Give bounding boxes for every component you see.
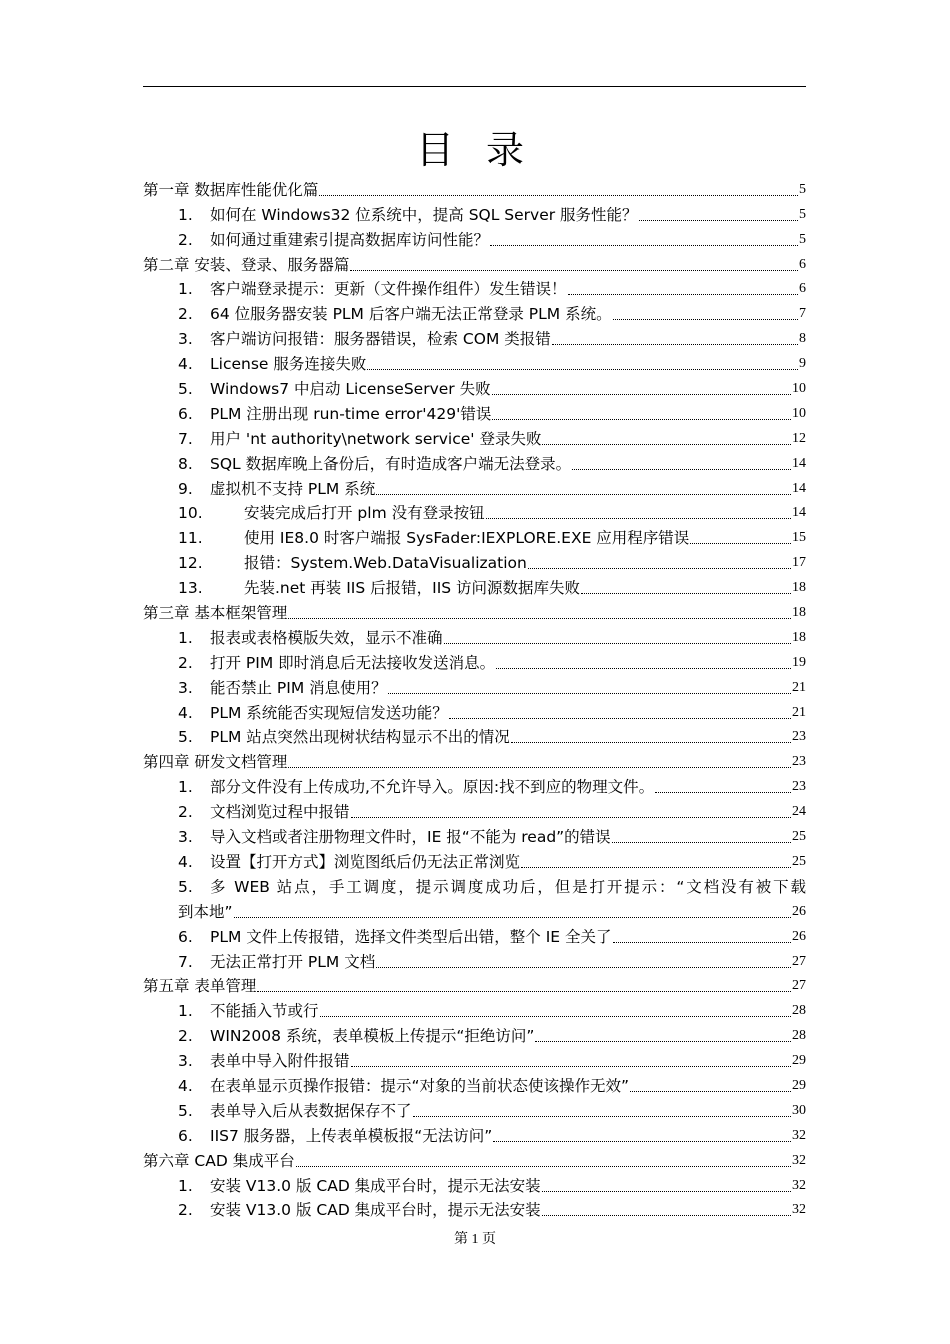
toc-page-number: 29 [792, 1053, 806, 1069]
toc-dot-leader [568, 294, 798, 295]
toc-page-number: 5 [799, 181, 806, 197]
toc-dot-leader [296, 1166, 791, 1167]
toc-dot-leader [351, 817, 791, 818]
toc-entry-number: 4. [178, 852, 193, 871]
header-rule [143, 86, 806, 87]
toc-dot-leader [690, 543, 791, 544]
toc-section-entry[interactable] [143, 373, 806, 398]
toc-dot-leader [581, 593, 791, 594]
toc-entry-title: 使用 IE8.0 时客户端报 SysFader:IEXPLORE.EXE 应用程序错误 [244, 529, 690, 548]
toc-section-entry[interactable] [143, 398, 806, 423]
toc-dot-leader [388, 693, 791, 694]
toc-dot-leader [655, 792, 791, 793]
toc-page-number: 27 [792, 978, 806, 994]
toc-dot-leader [542, 1215, 791, 1216]
toc-entry-title: 到本地” [178, 902, 233, 921]
toc-entry-number: 1. [178, 205, 193, 224]
toc-entry-number: 3. [178, 828, 193, 847]
toc-page-number: 30 [792, 1102, 806, 1118]
toc-section-entry[interactable] [143, 995, 806, 1020]
toc-section-entry[interactable] [143, 348, 806, 373]
toc-page-number: 26 [792, 903, 806, 919]
toc-dot-leader [486, 518, 791, 519]
toc-entry-number: 5. [178, 1101, 193, 1120]
toc-page-number: 7 [799, 306, 806, 322]
toc-entry-title: PLM 注册出现 run-time error'429'错误 [210, 404, 492, 423]
toc-entry-title: 第二章 安装、登录、服务器篇 [143, 255, 350, 274]
toc-entry-number: 7. [178, 429, 193, 448]
toc-page-number: 24 [792, 804, 806, 820]
toc-entry-title: 如何在 Windows32 位系统中，提高 SQL Server 服务性能？ [210, 205, 638, 224]
toc-section-entry[interactable] [143, 1020, 806, 1045]
toc-page-number: 17 [792, 555, 806, 571]
toc-section-entry[interactable] [143, 473, 806, 498]
toc-page-number: 10 [792, 405, 806, 421]
toc-page-number: 14 [792, 505, 806, 521]
toc-dot-leader [351, 1066, 791, 1067]
toc-dot-leader [350, 270, 798, 271]
toc-section-entry[interactable] [143, 796, 806, 821]
toc-section-entry[interactable] [143, 771, 806, 796]
toc-section-entry[interactable] [143, 871, 806, 896]
toc-page-number: 19 [792, 654, 806, 670]
toc-page-number: 14 [792, 480, 806, 496]
toc-section-entry[interactable] [143, 1070, 806, 1095]
toc-entry-number: 10. [178, 504, 203, 523]
toc-entry-title: 在表单显示页操作报错：提示“对象的当前状态使该操作无效” [210, 1076, 630, 1095]
toc-chapter-entry[interactable] [143, 971, 806, 996]
toc-section-entry[interactable] [143, 323, 806, 348]
toc-page-number: 32 [792, 1177, 806, 1193]
toc-section-entry[interactable] [143, 921, 806, 946]
toc-section-entry[interactable] [143, 224, 806, 249]
toc-dot-leader [320, 1016, 791, 1017]
toc-chapter-entry[interactable] [143, 1145, 806, 1170]
toc-page-number: 23 [792, 779, 806, 795]
toc-dot-leader [492, 394, 791, 395]
toc-entry-number: 6. [178, 1126, 193, 1145]
toc-page-number: 25 [792, 853, 806, 869]
toc-entry-number: 1. [178, 1176, 193, 1195]
toc-entry-title: 如何通过重建索引提高数据库访问性能？ [210, 230, 490, 249]
toc-dot-leader [234, 917, 791, 918]
toc-page-number: 6 [799, 256, 806, 272]
toc-page-number: 25 [792, 829, 806, 845]
toc-dot-leader [613, 942, 791, 943]
toc-page-number: 18 [792, 580, 806, 596]
toc-entry-number: 12. [178, 554, 203, 573]
toc-page-number: 18 [792, 629, 806, 645]
toc-dot-leader [376, 967, 791, 968]
toc-dot-leader [257, 991, 791, 992]
toc-dot-leader [521, 867, 791, 868]
toc-dot-leader [630, 1091, 791, 1092]
toc-entry-number: 1. [178, 1002, 193, 1021]
toc-entry-title: PLM 站点突然出现树状结构显示不出的情况 [210, 728, 510, 747]
toc-dot-leader [444, 643, 791, 644]
toc-entry-title: PLM 文件上传报错，选择文件类型后出错，整个 IE 全关了 [210, 927, 612, 946]
toc-section-entry-continued[interactable] [143, 896, 806, 921]
toc-entry-number: 4. [178, 1076, 193, 1095]
toc-dot-leader [613, 319, 798, 320]
toc-page-number: 28 [792, 1003, 806, 1019]
toc-entry-title: 第三章 基本框架管理 [143, 604, 288, 623]
toc-entry-title: 安装 V13.0 版 CAD 集成平台时，提示无法安装 [210, 1176, 541, 1195]
toc-page-number: 21 [792, 704, 806, 720]
toc-page-number: 8 [799, 331, 806, 347]
toc-page-number: 12 [792, 430, 806, 446]
toc-page-number: 21 [792, 679, 806, 695]
toc-page-number: 32 [792, 1152, 806, 1168]
toc-entry-number: 3. [178, 330, 193, 349]
toc-entry-number: 7. [178, 952, 193, 971]
toc-page-number: 14 [792, 455, 806, 471]
toc-section-entry[interactable] [143, 1045, 806, 1070]
toc-entry-title: 虚拟机不支持 PLM 系统 [210, 479, 376, 498]
toc-entry-number: 5. [178, 380, 193, 399]
toc-entry-title: WIN2008 系统，表单模板上传提示“拒绝访问” [210, 1027, 535, 1046]
toc-dot-leader [528, 568, 791, 569]
page-footer: 第 1 页 [454, 1232, 496, 1247]
toc-section-entry[interactable] [143, 622, 806, 647]
toc-page-number: 32 [792, 1127, 806, 1143]
toc-dot-leader [572, 469, 791, 470]
toc-dot-leader [511, 742, 791, 743]
toc-dot-leader [449, 718, 791, 719]
toc-dot-leader [413, 1116, 791, 1117]
toc-entry-title: License 服务连接失败 [210, 355, 367, 374]
toc-entry-number: 6. [178, 404, 193, 423]
toc-dot-leader [492, 419, 791, 420]
toc-chapter-entry[interactable] [143, 597, 806, 622]
toc-entry-title: IIS7 服务器，上传表单模板报“无法访问” [210, 1126, 493, 1145]
toc-entry-title: 无法正常打开 PLM 文档 [210, 952, 376, 971]
toc-section-entry[interactable] [143, 1120, 806, 1145]
toc-section-entry[interactable] [143, 547, 806, 572]
toc-page-number: 26 [792, 928, 806, 944]
toc-section-entry[interactable] [143, 672, 806, 697]
toc-entry-title: 报错：System.Web.DataVisualization [244, 554, 527, 573]
toc-entry-title: 用户 'nt authority\network service' 登录失败 [210, 429, 542, 448]
toc-entry-title: 第五章 表单管理 [143, 977, 257, 996]
toc-entry-number: 1. [178, 778, 193, 797]
toc-entry-title: 第一章 数据库性能优化篇 [143, 180, 319, 199]
toc-page-number: 27 [792, 953, 806, 969]
toc-section-entry[interactable] [143, 498, 806, 523]
toc-section-entry[interactable] [143, 298, 806, 323]
toc-dot-leader [493, 1141, 791, 1142]
toc-entry-title: SQL 数据库晚上备份后，有时造成客户端无法登录。 [210, 454, 572, 473]
toc-page-number: 18 [792, 605, 806, 621]
toc-entry-title: 多 WEB 站点，手工调度，提示调度成功后，但是打开提示：“文档没有被下载 [210, 877, 806, 896]
table-of-contents [143, 174, 806, 1219]
toc-page-number: 29 [792, 1077, 806, 1093]
toc-section-entry[interactable] [143, 274, 806, 299]
toc-chapter-entry[interactable] [143, 746, 806, 771]
toc-entry-number: 5. [178, 877, 193, 896]
toc-entry-number: 3. [178, 678, 193, 697]
toc-dot-leader [496, 668, 791, 669]
toc-entry-title: 报表或表格模版失效，显示不准确 [210, 628, 443, 647]
page-title: 目 录 [415, 128, 535, 172]
toc-section-entry[interactable] [143, 1195, 806, 1220]
toc-entry-title: 设置【打开方式】浏览图纸后仍无法正常浏览 [210, 852, 521, 871]
toc-entry-number: 4. [178, 355, 193, 374]
toc-entry-number: 11. [178, 529, 203, 548]
toc-dot-leader [542, 444, 791, 445]
toc-page-number: 28 [792, 1028, 806, 1044]
toc-entry-number: 2. [178, 1027, 193, 1046]
toc-entry-title: 客户端登录提示：更新（文件操作组件）发生错误！ [210, 280, 567, 299]
toc-page-number: 23 [792, 754, 806, 770]
toc-entry-number: 3. [178, 1052, 193, 1071]
toc-dot-leader [490, 245, 798, 246]
toc-entry-number: 1. [178, 280, 193, 299]
toc-dot-leader [639, 220, 798, 221]
toc-entry-title: 先装.net 再装 IIS 后报错，IIS 访问源数据库失败 [244, 579, 581, 598]
toc-entry-number: 4. [178, 703, 193, 722]
toc-section-entry[interactable] [143, 448, 806, 473]
toc-page-number: 9 [799, 356, 806, 372]
toc-entry-number: 1. [178, 628, 193, 647]
toc-section-entry[interactable] [143, 722, 806, 747]
toc-entry-number: 2. [178, 230, 193, 249]
toc-entry-title: PLM 系统能否实现短信发送功能？ [210, 703, 448, 722]
toc-entry-number: 8. [178, 454, 193, 473]
toc-dot-leader [552, 344, 798, 345]
toc-dot-leader [288, 767, 791, 768]
toc-entry-title: 第六章 CAD 集成平台 [143, 1151, 295, 1170]
toc-page-number: 15 [792, 530, 806, 546]
toc-entry-number: 5. [178, 728, 193, 747]
toc-entry-title: 第四章 研发文档管理 [143, 753, 288, 772]
toc-page-number: 23 [792, 729, 806, 745]
toc-dot-leader [288, 618, 791, 619]
toc-entry-title: 打开 PIM 即时消息后无法接收发送消息。 [210, 653, 496, 672]
toc-dot-leader [535, 1041, 791, 1042]
toc-section-entry[interactable] [143, 572, 806, 597]
toc-dot-leader [612, 842, 791, 843]
toc-page-number: 5 [799, 206, 806, 222]
toc-page-number: 10 [792, 381, 806, 397]
toc-entry-title: 不能插入节或行 [210, 1002, 319, 1021]
toc-entry-title: 安装 V13.0 版 CAD 集成平台时，提示无法安装 [210, 1201, 541, 1220]
toc-chapter-entry[interactable] [143, 174, 806, 199]
toc-entry-title: 部分文件没有上传成功,不允许导入。原因:找不到应的物理文件。 [210, 778, 655, 797]
toc-entry-number: 9. [178, 479, 193, 498]
toc-chapter-entry[interactable] [143, 249, 806, 274]
toc-entry-title: 64 位服务器安装 PLM 后客户端无法正常登录 PLM 系统。 [210, 305, 612, 324]
toc-entry-title: Windows7 中启动 LicenseServer 失败 [210, 380, 491, 399]
toc-entry-title: 文档浏览过程中报错 [210, 803, 350, 822]
toc-page-number: 6 [799, 281, 806, 297]
toc-entry-title: 能否禁止 PIM 消息使用？ [210, 678, 387, 697]
toc-section-entry[interactable] [143, 423, 806, 448]
toc-section-entry[interactable] [143, 1170, 806, 1195]
toc-entry-number: 2. [178, 803, 193, 822]
toc-section-entry[interactable] [143, 522, 806, 547]
toc-entry-title: 表单中导入附件报错 [210, 1052, 350, 1071]
toc-entry-title: 安装完成后打开 plm 没有登录按钮 [244, 504, 485, 523]
toc-section-entry[interactable] [143, 821, 806, 846]
toc-entry-number: 13. [178, 579, 203, 598]
toc-entry-number: 6. [178, 927, 193, 946]
toc-section-entry[interactable] [143, 846, 806, 871]
toc-section-entry[interactable] [143, 946, 806, 971]
toc-dot-leader [376, 494, 791, 495]
toc-entry-title: 客户端访问报错：服务器错误，检索 COM 类报错 [210, 330, 551, 349]
toc-section-entry[interactable] [143, 647, 806, 672]
toc-entry-number: 2. [178, 653, 193, 672]
toc-entry-title: 表单导入后从表数据保存不了 [210, 1101, 412, 1120]
toc-dot-leader [542, 1191, 791, 1192]
toc-entry-number: 2. [178, 1201, 193, 1220]
toc-dot-leader [367, 369, 798, 370]
toc-entry-number: 2. [178, 305, 193, 324]
toc-page-number: 32 [792, 1202, 806, 1218]
toc-dot-leader [319, 195, 798, 196]
toc-section-entry[interactable] [143, 697, 806, 722]
toc-entry-title: 导入文档或者注册物理文件时，IE 报“不能为 read”的错误 [210, 828, 611, 847]
toc-section-entry[interactable] [143, 199, 806, 224]
toc-page-number: 5 [799, 231, 806, 247]
toc-section-entry[interactable] [143, 1095, 806, 1120]
